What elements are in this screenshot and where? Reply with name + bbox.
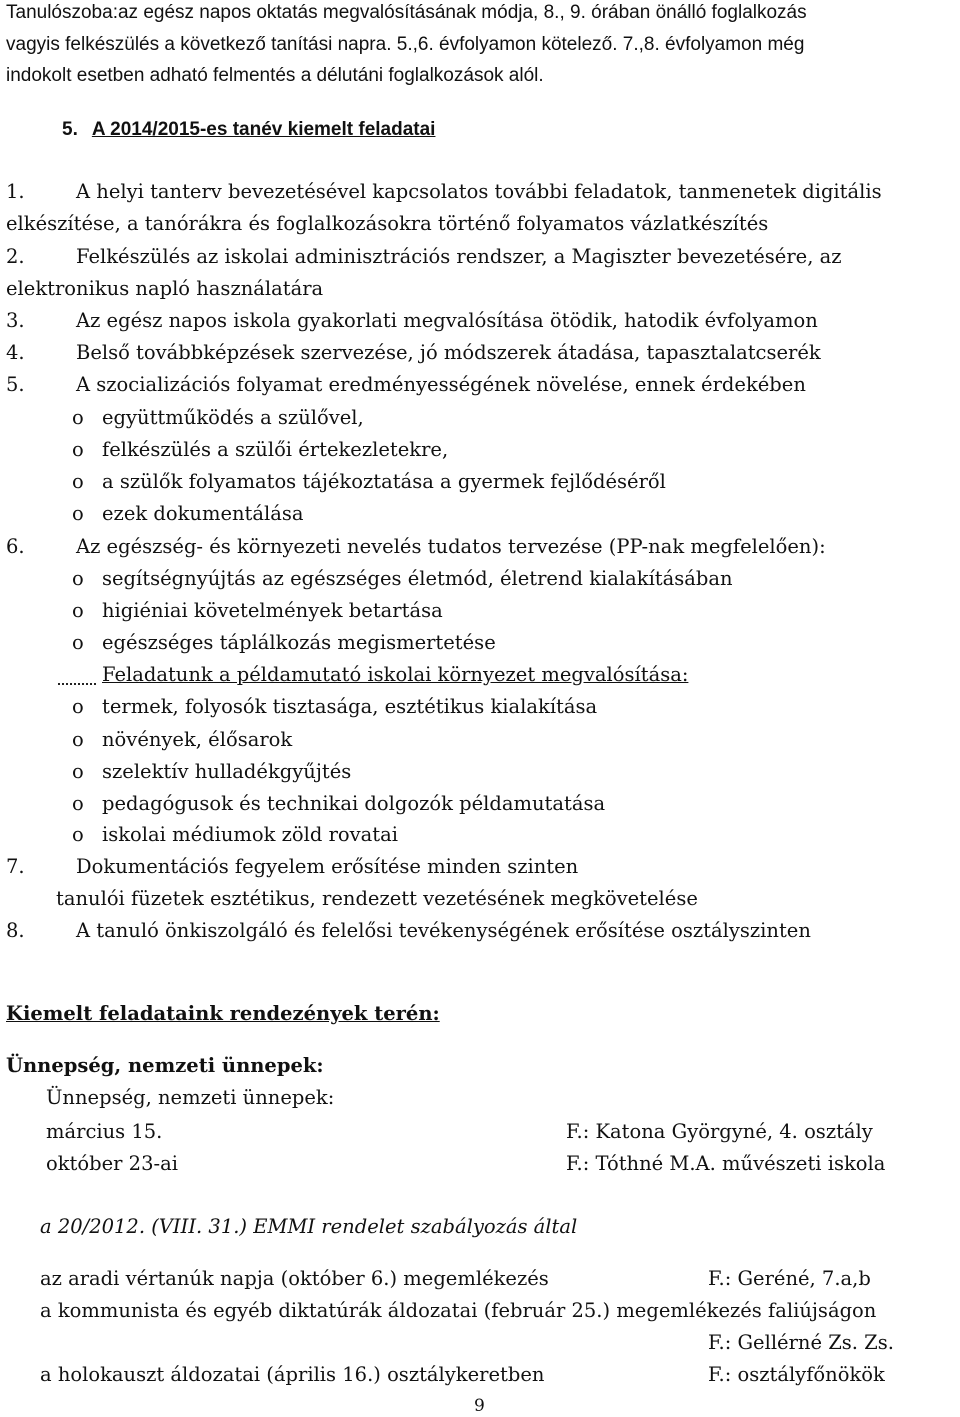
item-text: Az egészség- és környezeti nevelés tudatos tervezése (PP-nak megfelelően): — [76, 535, 826, 558]
sub-bullet-text: termek, folyosók tisztasága, esztétikus kialakítása — [102, 695, 598, 718]
intro-line: Tanulószoba:az egész napos oktatás megvalósításának módja, 8., 9. órában önálló foglalkozás — [6, 2, 807, 23]
bullet-mark: o — [72, 695, 84, 718]
item-text: Belső továbbképzések szervezése, jó módszerek átadása, tapasztalatcserék — [76, 341, 821, 364]
list-item — [6, 854, 578, 880]
bullet-mark: o — [72, 823, 84, 846]
event-responsible: F.: Geréné, 7.a,b — [708, 1267, 871, 1290]
event-responsible: F.: Gellérné Zs. Zs. — [708, 1331, 894, 1354]
sub-bullet-text: együttműködés a szülővel, — [102, 406, 364, 429]
sub-bullet — [72, 727, 292, 753]
sub-bullet-text: a szülők folyamatos tájékoztatása a gyermek fejlődéséről — [102, 470, 666, 493]
item-text: Dokumentációs fegyelem erősítése minden szinten — [76, 855, 579, 878]
decree-reference: a 20/2012. (VIII. 31.) EMMI rendelet szabályozás által — [40, 1215, 578, 1238]
sub-bullet-text: növények, élősarok — [102, 728, 293, 751]
item-number: 7. — [6, 855, 25, 878]
list-item — [6, 372, 806, 398]
bullet-mark: o — [72, 406, 84, 429]
sub-bullet — [72, 566, 733, 592]
list-item-continuation: elektronikus napló használatára — [6, 277, 324, 300]
event-name: október 23-ai — [46, 1152, 178, 1175]
events-inner-heading: Ünnepség, nemzeti ünnepek: — [46, 1086, 335, 1109]
event-name: március 15. — [46, 1120, 163, 1143]
item-number: 2. — [6, 245, 25, 268]
item-text: A szocializációs folyamat eredményességének növelése, ennek érdekében — [76, 373, 806, 396]
list-item — [6, 534, 826, 560]
sub-bullet-text: iskolai médiumok zöld rovatai — [102, 823, 398, 846]
sub-bullet — [72, 437, 448, 463]
sub-bullet — [72, 759, 351, 785]
sub-bullet — [72, 630, 496, 656]
bullet-mark: o — [72, 631, 84, 654]
sub-bullet-text: felkészülés a szülői értekezletekre, — [102, 438, 449, 461]
bullet-mark: o — [72, 792, 84, 815]
sub-heading — [58, 662, 688, 688]
list-item — [6, 308, 818, 334]
dotted-leader — [58, 679, 96, 685]
event-name: a holokauszt áldozatai (április 16.) osztálykeretben — [40, 1363, 545, 1386]
intro-line: vagyis felkészülés a következő tanítási napra. 5.,6. évfolyamon kötelező. 7.,8. évfolyamon még — [6, 34, 805, 55]
item-text: Az egész napos iskola gyakorlati megvalósítása ötödik, hatodik évfolyamon — [76, 309, 818, 332]
event-responsible: F.: osztályfőnökök — [708, 1363, 885, 1386]
list-item-continuation: tanulói füzetek esztétikus, rendezett vezetésének megkövetelése — [56, 887, 698, 910]
event-name: az aradi vértanúk napja (október 6.) megemlékezés — [40, 1267, 549, 1290]
sub-bullet — [72, 791, 605, 817]
bullet-mark: o — [72, 567, 84, 590]
sub-bullet — [72, 822, 398, 848]
item-number: 5. — [6, 373, 25, 396]
section-heading — [62, 117, 435, 143]
list-item — [6, 244, 842, 270]
sub-bullet-text: pedagógusok és technikai dolgozók példamutatása — [102, 792, 606, 815]
bullet-mark: o — [72, 438, 84, 461]
events-heading: Kiemelt feladataink rendezények terén: — [6, 1002, 440, 1025]
bullet-mark: o — [72, 728, 84, 751]
event-name: a kommunista és egyéb diktatúrák áldozatai (február 25.) megemlékezés faliújságon — [40, 1299, 877, 1322]
list-item — [6, 340, 821, 366]
sub-bullet-text: higiéniai követelmények betartása — [102, 599, 443, 622]
sub-bullet — [72, 501, 304, 527]
event-responsible: F.: Katona Györgyné, 4. osztály — [566, 1120, 873, 1143]
item-text: A tanuló önkiszolgáló és felelősi tevékenységének erősítése osztályszinten — [76, 919, 811, 942]
list-item — [6, 179, 882, 205]
sub-heading-text: Feladatunk a példamutató iskolai környezet megvalósítása: — [102, 663, 689, 686]
section-number: 5. — [62, 119, 78, 140]
item-text: A helyi tanterv bevezetésével kapcsolatos további feladatok, tanmenetek digitális — [76, 180, 882, 203]
event-responsible: F.: Tóthné M.A. művészeti iskola — [566, 1152, 886, 1175]
bullet-mark: o — [72, 502, 84, 525]
item-number: 6. — [6, 535, 25, 558]
item-number: 4. — [6, 341, 25, 364]
sub-bullet — [72, 694, 597, 720]
sub-bullet-text: szelektív hulladékgyűjtés — [102, 760, 352, 783]
sub-bullet — [72, 469, 666, 495]
item-number: 1. — [6, 180, 25, 203]
events-subheading: Ünnepség, nemzeti ünnepek: — [6, 1054, 324, 1077]
sub-bullet-text: egészséges táplálkozás megismertetése — [102, 631, 496, 654]
item-text: Felkészülés az iskolai adminisztrációs rendszer, a Magiszter bevezetésére, az — [76, 245, 842, 268]
sub-bullet-text: segítségnyújtás az egészséges életmód, életrend kialakításában — [102, 567, 733, 590]
list-item — [6, 918, 811, 944]
bullet-mark: o — [72, 760, 84, 783]
sub-bullet — [72, 598, 443, 624]
section-title: A 2014/2015-es tanév kiemelt feladatai — [91, 119, 436, 140]
list-item-continuation: elkészítése, a tanórákra és foglalkozásokra történő folyamatos vázlatkészítés — [6, 212, 769, 235]
item-number: 3. — [6, 309, 25, 332]
intro-line: indokolt esetben adható felmentés a délutáni foglalkozások alól. — [6, 65, 544, 86]
bullet-mark: o — [72, 470, 84, 493]
item-number: 8. — [6, 919, 25, 942]
bullet-mark: o — [72, 599, 84, 622]
sub-bullet — [72, 405, 364, 431]
sub-bullet-text: ezek dokumentálása — [102, 502, 304, 525]
page-number: 9 — [474, 1396, 485, 1416]
